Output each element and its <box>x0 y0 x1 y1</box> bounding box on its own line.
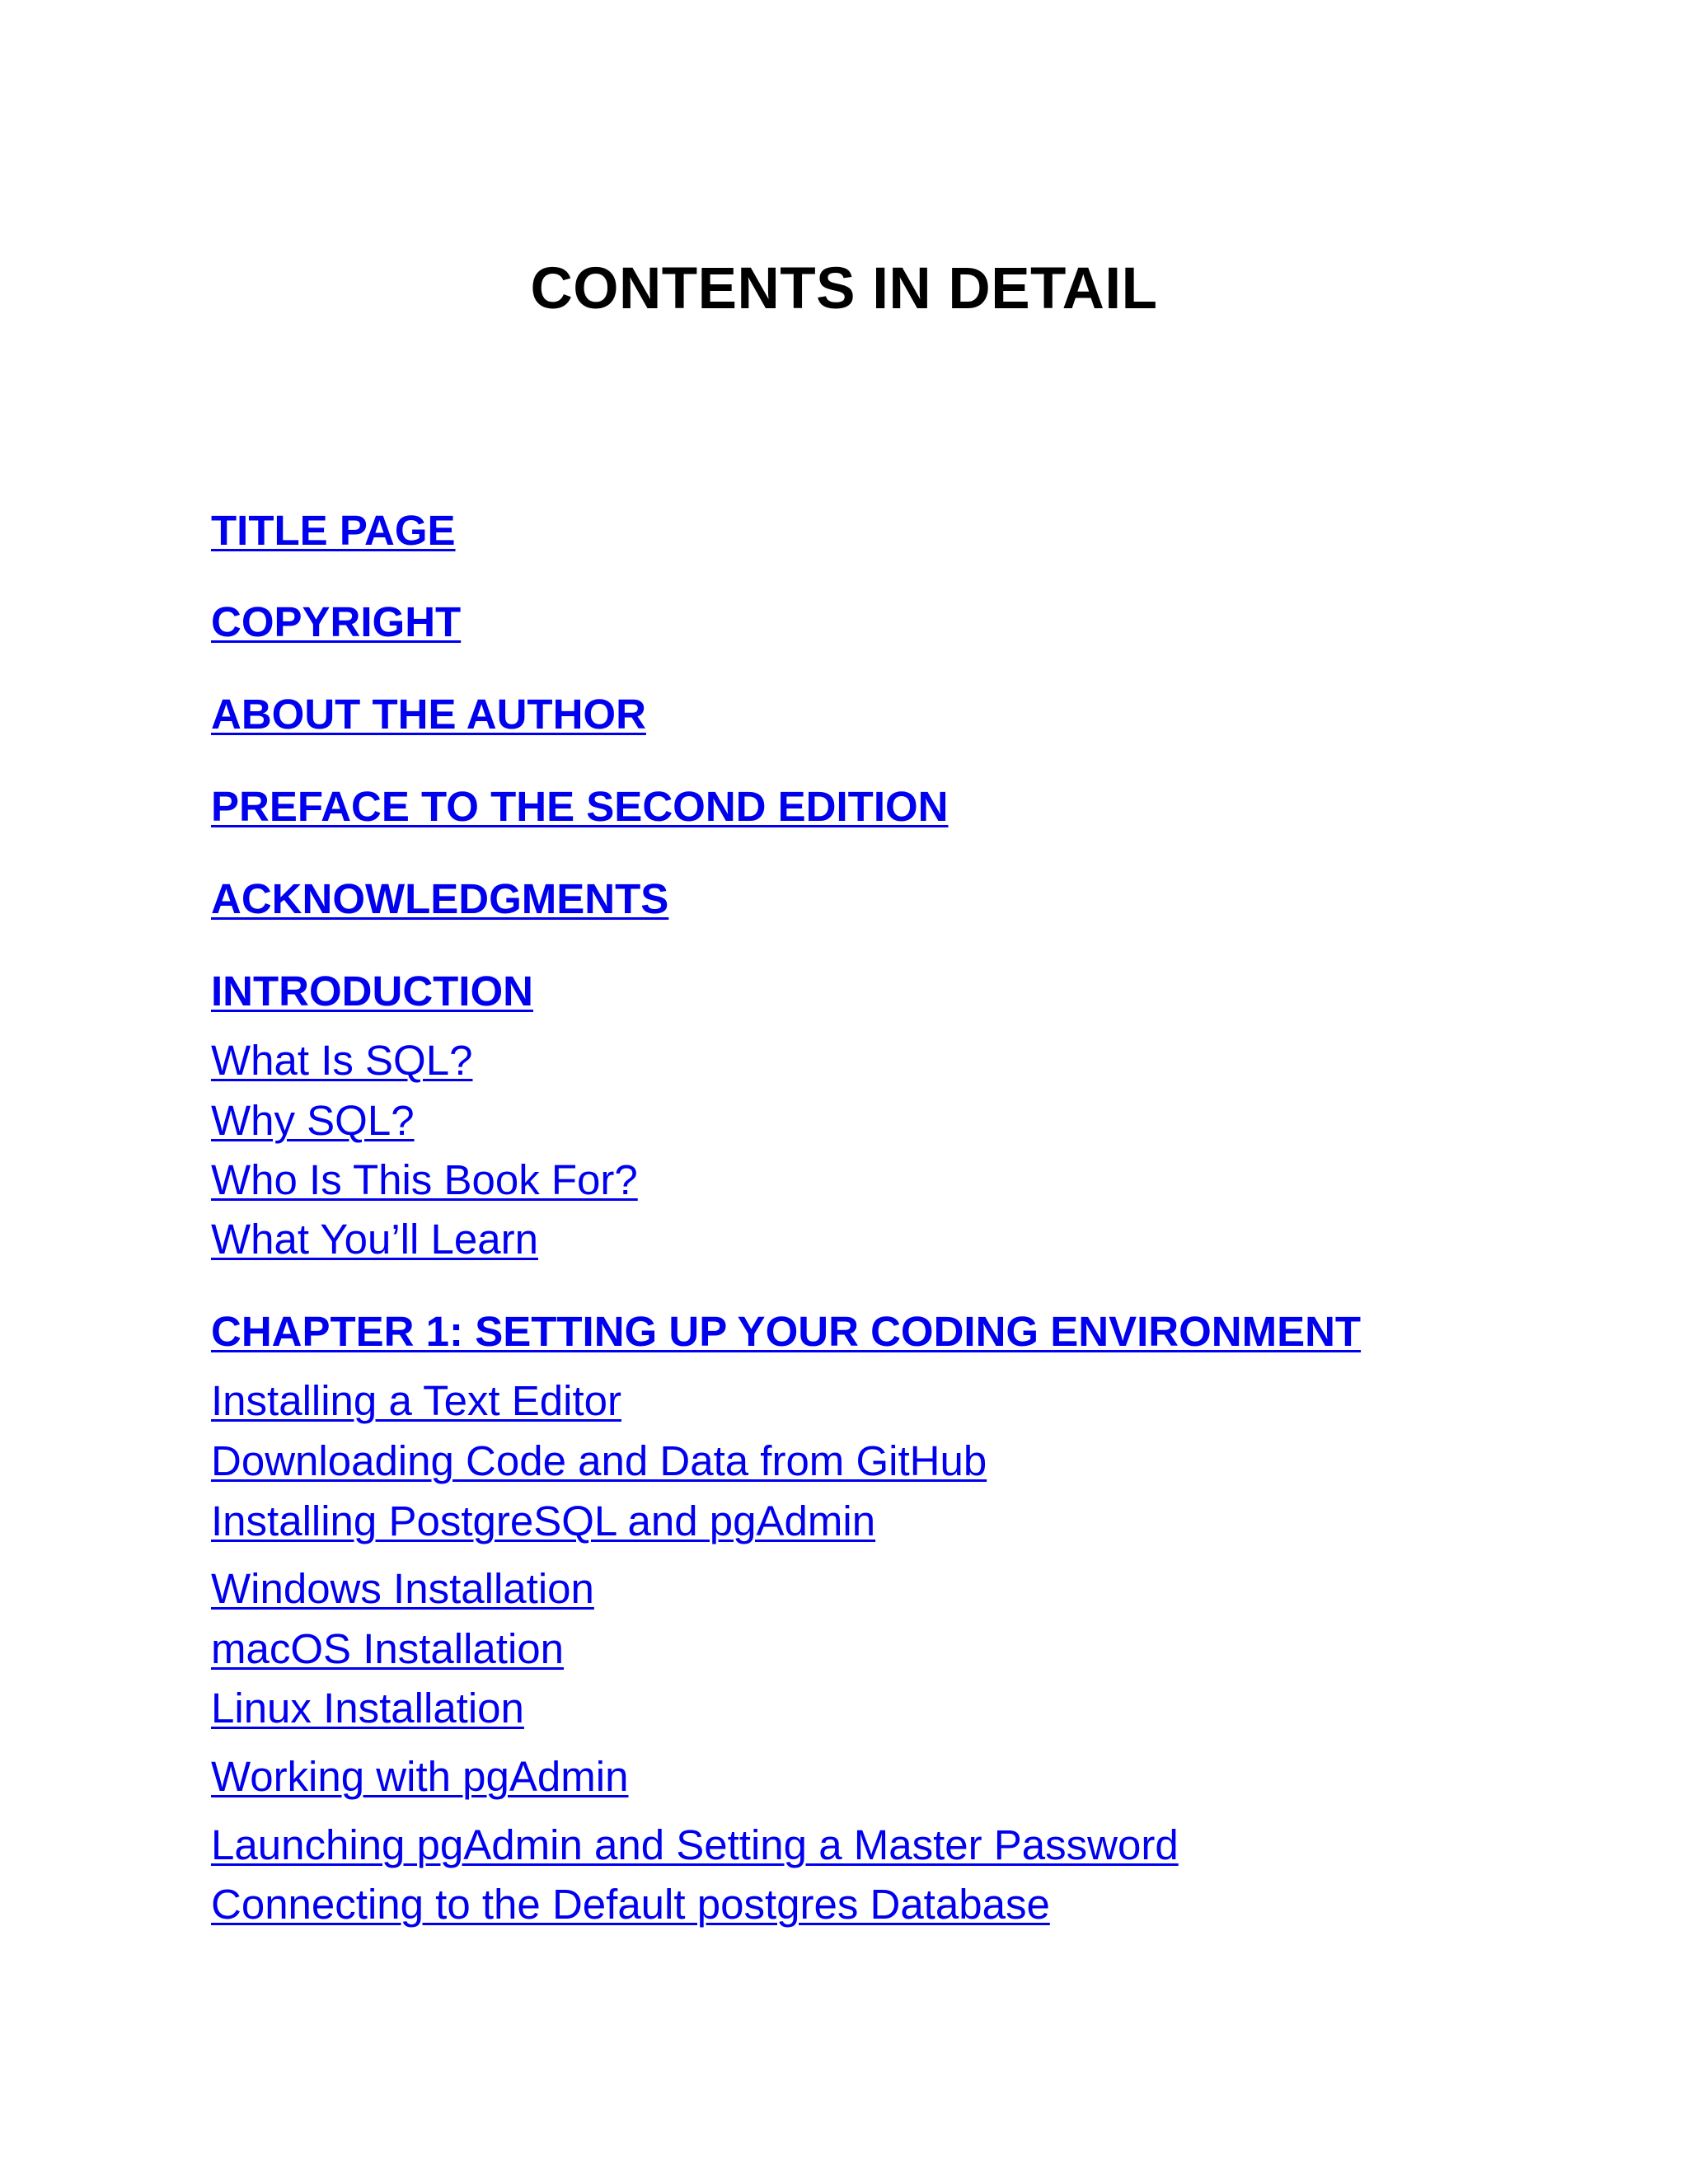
toc-link-connecting-default-db[interactable]: Connecting to the Default postgres Database <box>211 1881 1050 1928</box>
toc-link-launching-pgadmin[interactable]: Launching pgAdmin and Setting a Master Password <box>211 1821 1179 1868</box>
toc-link-acknowledgments[interactable]: ACKNOWLEDGMENTS <box>211 875 669 922</box>
toc-link-linux-installation[interactable]: Linux Installation <box>211 1685 524 1732</box>
toc-link-what-youll-learn[interactable]: What You’ll Learn <box>211 1216 538 1263</box>
toc-link-chapter-1[interactable]: CHAPTER 1: SETTING UP YOUR CODING ENVIRONMENT <box>211 1308 1362 1355</box>
toc-link-downloading-code[interactable]: Downloading Code and Data from GitHub <box>211 1437 987 1484</box>
toc-link-who-is-this-book-for[interactable]: Who Is This Book For? <box>211 1156 638 1203</box>
toc-link-about-the-author[interactable]: ABOUT THE AUTHOR <box>211 691 646 738</box>
toc-link-preface[interactable]: PREFACE TO THE SECOND EDITION <box>211 783 949 830</box>
page-title: CONTENTS IN DETAIL <box>530 256 1158 321</box>
toc-link-working-with-pgadmin[interactable]: Working with pgAdmin <box>211 1753 629 1800</box>
toc-link-title-page[interactable]: TITLE PAGE <box>211 507 456 554</box>
toc-link-why-sql[interactable]: Why SQL? <box>211 1097 415 1144</box>
toc-link-what-is-sql[interactable]: What Is SQL? <box>211 1037 473 1084</box>
toc-link-installing-postgresql[interactable]: Installing PostgreSQL and pgAdmin <box>211 1497 876 1544</box>
toc-link-introduction[interactable]: INTRODUCTION <box>211 968 533 1015</box>
toc-link-windows-installation[interactable]: Windows Installation <box>211 1565 594 1612</box>
toc-link-installing-text-editor[interactable]: Installing a Text Editor <box>211 1377 621 1424</box>
toc-link-copyright[interactable]: COPYRIGHT <box>211 598 462 645</box>
toc-link-macos-installation[interactable]: macOS Installation <box>211 1625 565 1672</box>
table-of-contents <box>211 0 1662 2184</box>
